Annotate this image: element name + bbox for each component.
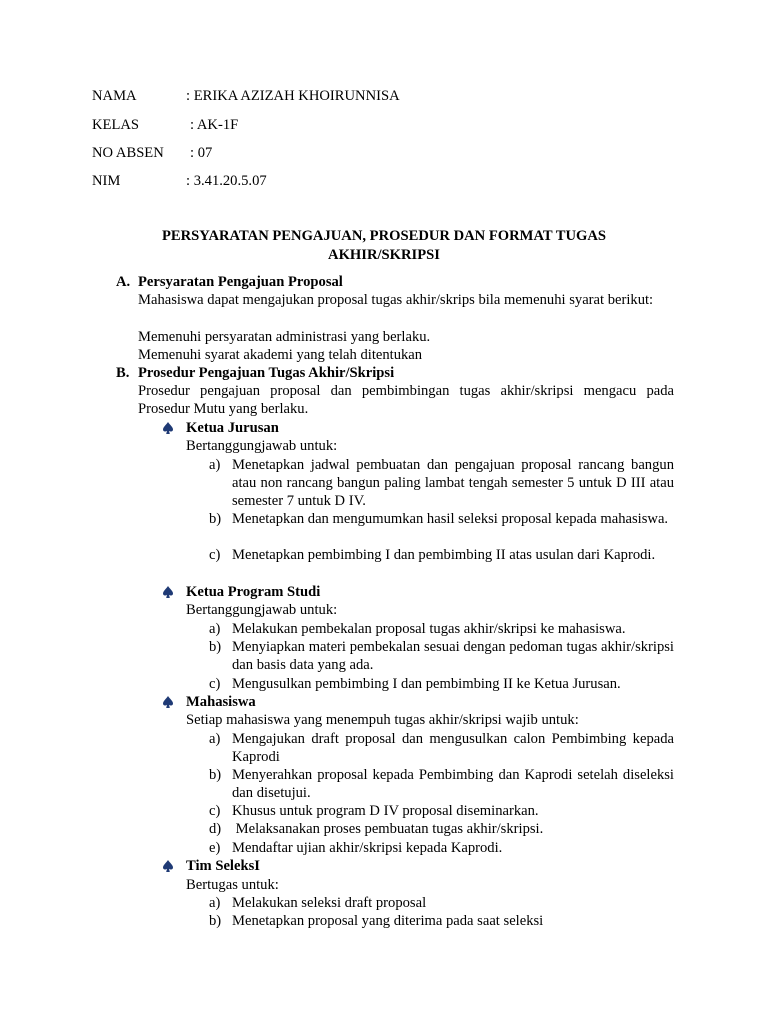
item-marker: b) [209,767,222,783]
role-title: Ketua Jurusan [186,420,279,436]
name-value: : ERIKA AZIZAH KHOIRUNNISA [186,88,400,104]
list-item: Melaksanakan proses pembuatan tugas akhir/skripsi. [232,821,544,837]
class-label: KELAS [92,117,140,133]
section-a-letter: A. [116,274,131,290]
list-item: Menetapkan pembimbing I dan pembimbing II atas usulan dari Kaprodi. [232,547,656,563]
name-label: NAMA [92,88,137,104]
class-value: : AK-1F [190,117,239,133]
role-title: Ketua Program Studi [186,584,321,600]
item-marker: d) [209,821,222,837]
spade-icon [162,695,174,709]
item-marker: a) [209,457,221,473]
spade-icon [162,421,174,435]
item-marker: e) [209,840,221,856]
section-a-intro: Mahasiswa dapat mengajukan proposal tugas akhir/skrips bila memenuhi syarat berikut: [138,292,654,308]
absen-label: NO ABSEN [92,145,164,161]
section-a-item: Memenuhi persyaratan administrasi yang berlaku. [138,329,431,345]
role-subtitle: Bertanggungjawab untuk: [186,602,338,618]
list-item: Mendaftar ujian akhir/skripsi kepada Kaprodi. [232,840,503,856]
list-item: Khusus untuk program D IV proposal diseminarkan. [232,803,539,819]
list-item: Menetapkan dan mengumumkan hasil seleksi proposal kepada mahasiswa. [232,511,669,527]
spade-icon [162,585,174,599]
role-subtitle: Bertanggungjawab untuk: [186,438,338,454]
item-marker: b) [209,639,222,655]
section-a-heading: Persyaratan Pengajuan Proposal [138,274,343,290]
list-item: Mengusulkan pembimbing I dan pembimbing II ke Ketua Jurusan. [232,676,621,692]
item-marker: b) [209,913,222,929]
absen-value: : 07 [190,145,213,161]
role-subtitle: Bertugas untuk: [186,877,279,893]
list-item: Melakukan seleksi draft proposal [232,895,427,911]
list-item: Melakukan pembekalan proposal tugas akhir/skripsi ke mahasiswa. [232,621,626,637]
role-title: Mahasiswa [186,694,256,710]
item-marker: c) [209,547,221,563]
item-marker: c) [209,676,221,692]
section-b-intro: Prosedur pengajuan proposal dan pembimbingan tugas akhir/skripsi mengacu pada Prosedur Mutu yang berlaku. [138,383,674,418]
item-marker: c) [209,803,221,819]
spade-icon [162,859,174,873]
section-a-item: Memenuhi syarat akademi yang telah ditentukan [138,347,423,363]
nim-value: : 3.41.20.5.07 [186,173,267,189]
role-title: Tim SeleksI [186,858,260,874]
item-marker: a) [209,895,221,911]
list-item: Menyiapkan materi pembekalan sesuai dengan pedoman tugas akhir/skripsi dan basis data yang ada. [232,639,674,674]
item-marker: a) [209,621,221,637]
section-b-letter: B. [116,365,130,381]
list-item: Menetapkan jadwal pembuatan dan pengajuan proposal rancang bangun atau non rancang bangun paling lambat tengah semester 5 untuk D III atau semester 7 untuk D IV. [232,457,674,510]
title-line-2: AKHIR/SKRIPSI [328,247,440,263]
title-line-1: PERSYARATAN PENGAJUAN, PROSEDUR DAN FORMAT TUGAS [161,228,607,244]
item-marker: a) [209,731,221,747]
item-marker: b) [209,511,222,527]
nim-label: NIM [92,173,121,189]
list-item: Menyerahkan proposal kepada Pembimbing dan Kaprodi setelah diseleksi dan disetujui. [232,767,674,802]
list-item: Menetapkan proposal yang diterima pada saat seleksi [232,913,544,929]
section-b-heading: Prosedur Pengajuan Tugas Akhir/Skripsi [138,365,395,381]
list-item: Mengajukan draft proposal dan mengusulkan calon Pembimbing kepada Kaprodi [232,731,674,766]
role-subtitle: Setiap mahasiswa yang menempuh tugas akhir/skripsi wajib untuk: [186,712,579,728]
